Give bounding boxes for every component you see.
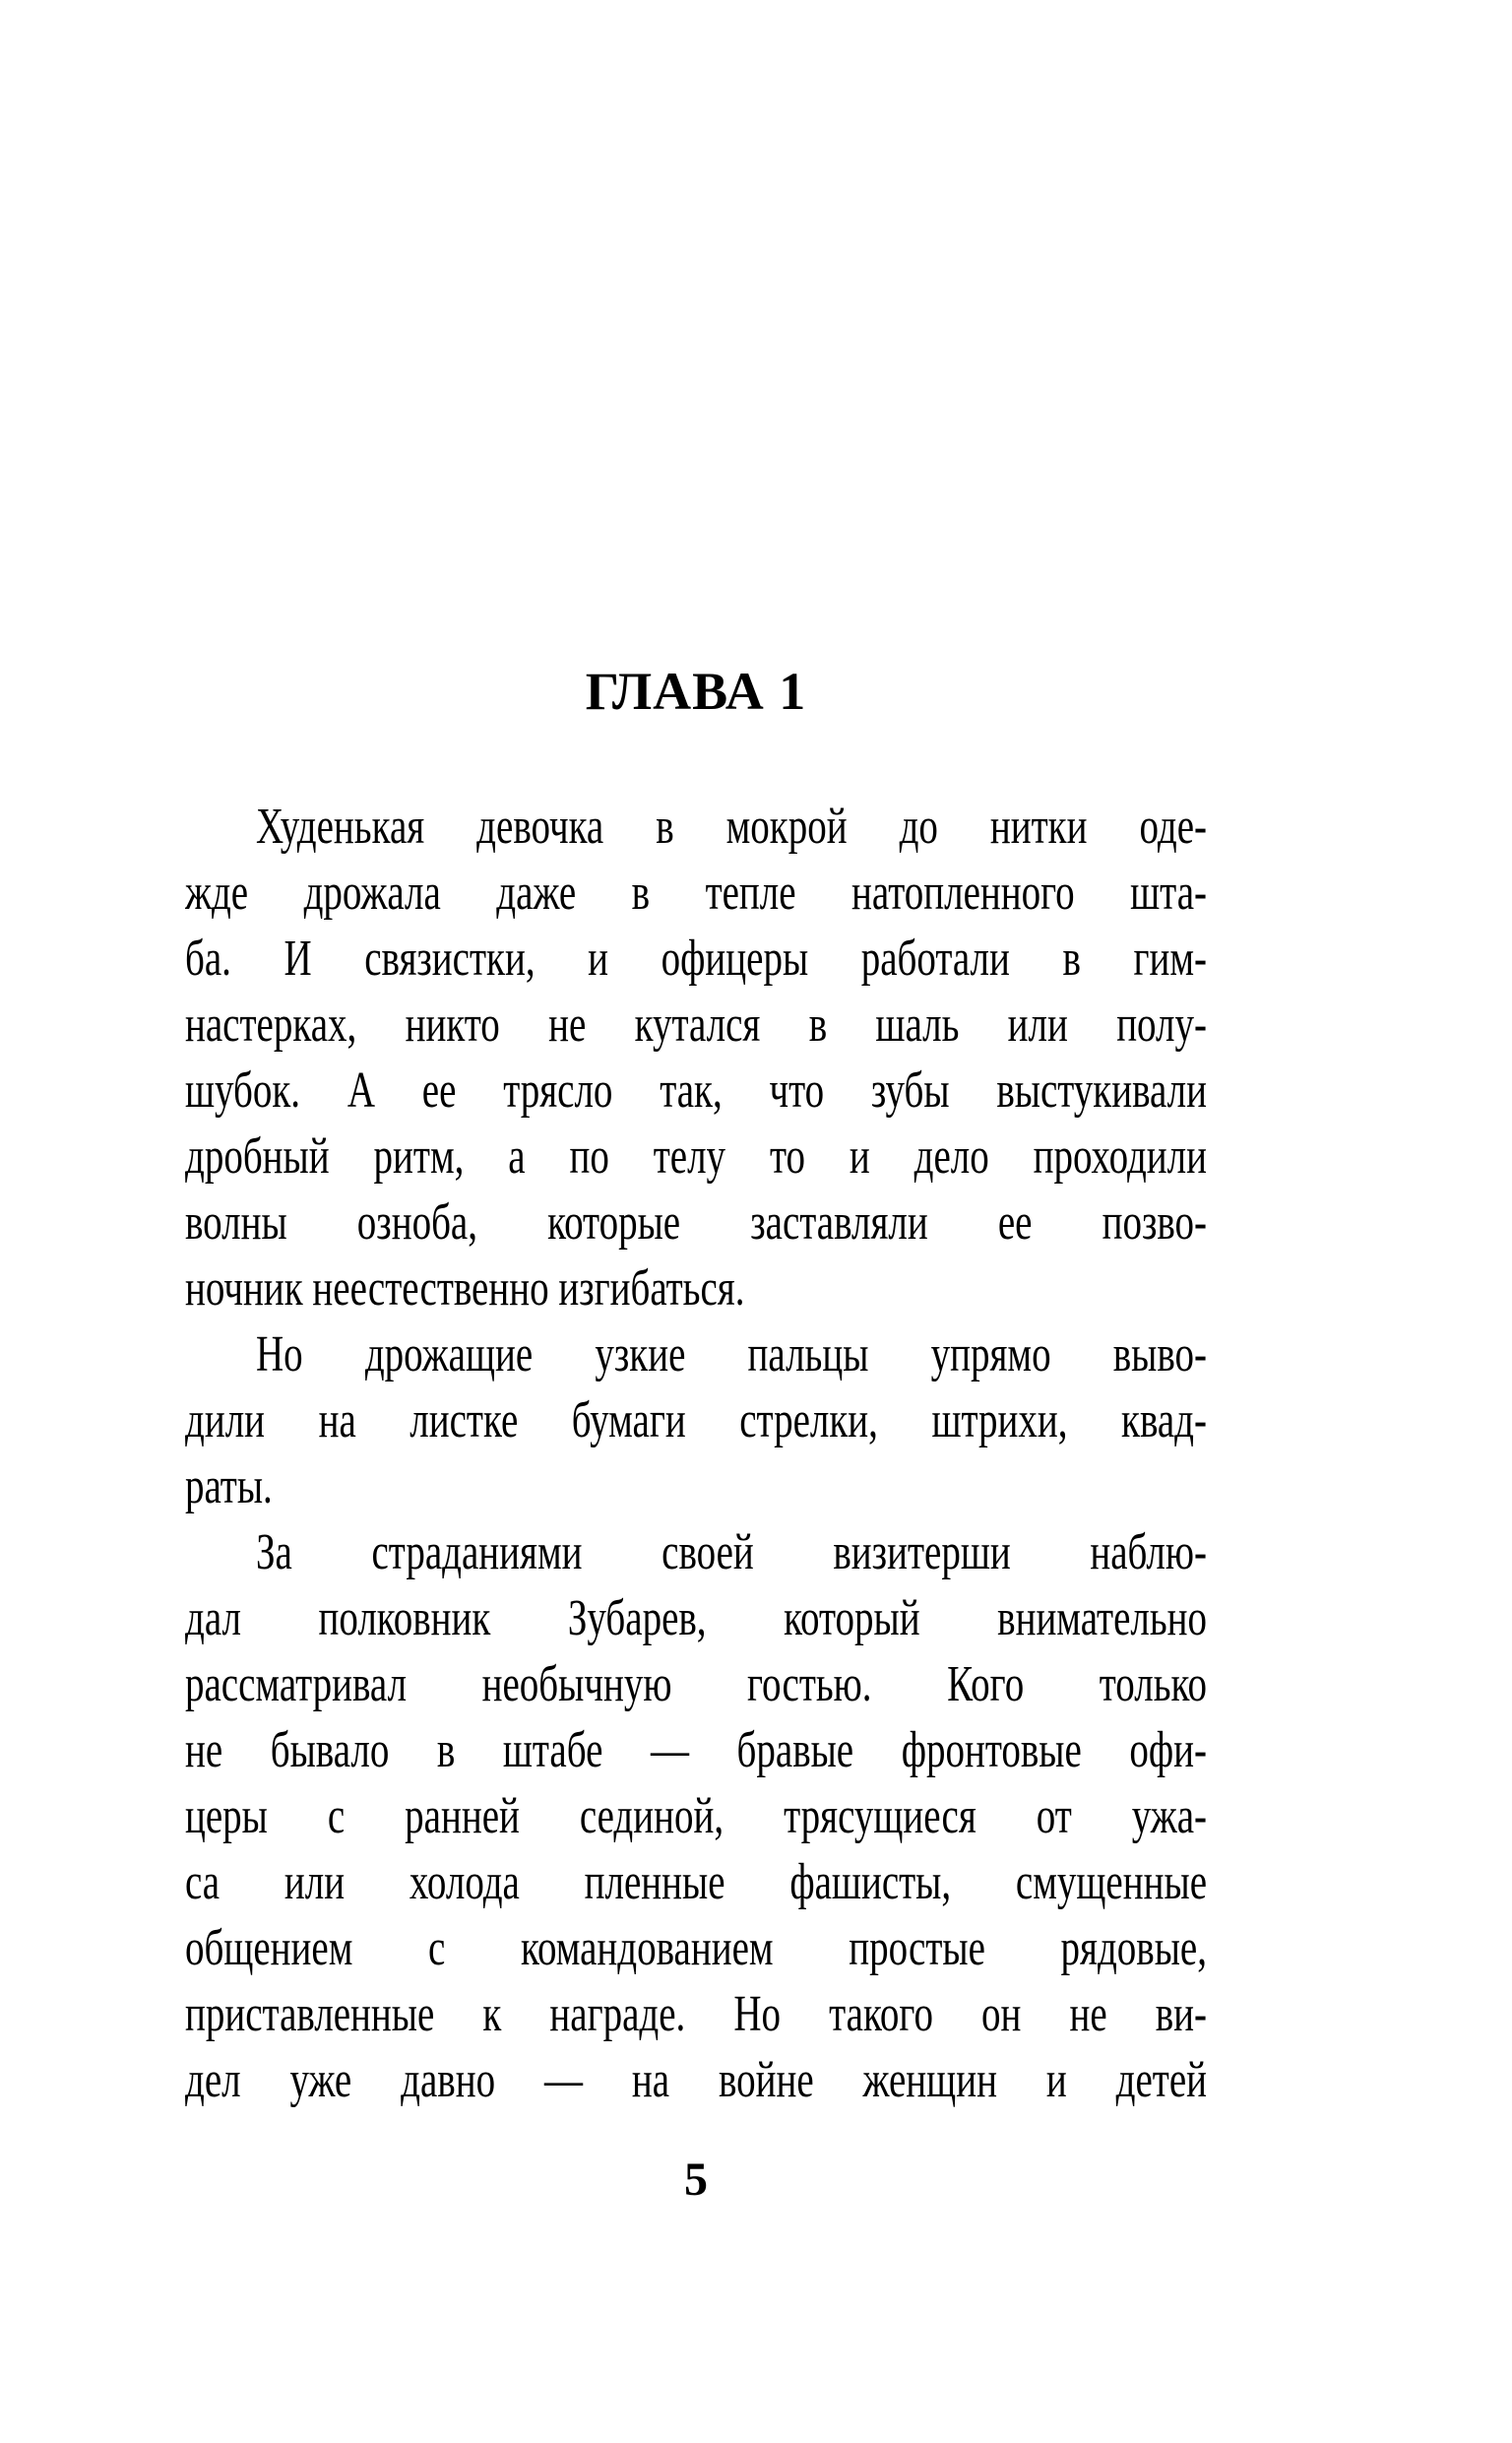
paragraph-3-line-5: церы с ранней сединой, трясущиеся от ужа- (185, 1788, 1207, 1844)
paragraph-1-line-5: шубок. А ее трясло так, что зубы выстукивали (185, 1062, 1207, 1119)
text-line (185, 1058, 1207, 1124)
text-line (185, 1321, 1207, 1387)
text-line (185, 1387, 1207, 1453)
paragraph-3-line-7: общением с командованием простые рядовые, (185, 1920, 1207, 1976)
paragraph-1-line-7: волны озноба, которые заставляли ее позво- (185, 1194, 1207, 1251)
text-line (185, 794, 1207, 860)
text-line (185, 860, 1207, 926)
text-line (185, 1651, 1207, 1717)
paragraph-1-line-2: жде дрожала даже в тепле натопленного шта- (185, 865, 1207, 921)
text-line (185, 1981, 1207, 2047)
paragraph-3-line-3: рассматривал необычную гостью. Кого только (185, 1656, 1207, 1712)
text-line (185, 1255, 1207, 1321)
text-line (185, 992, 1207, 1058)
paragraph-2-line-1: Но дрожащие узкие пальцы упрямо выво- (256, 1326, 1207, 1382)
paragraph-3-line-1: За страданиями своей визитерши наблю- (256, 1524, 1207, 1580)
paragraph-1-line-8: ночник неестественно изгибаться. (185, 1260, 745, 1317)
paragraph-3-line-9: дел уже давно — на войне женщин и детей (185, 2052, 1207, 2108)
paragraph-1-line-1: Худенькая девочка в мокрой до нитки оде- (256, 799, 1207, 855)
text-line (185, 1849, 1207, 1915)
paragraph-3-line-2: дал полковник Зубарев, который внимательно (185, 1590, 1207, 1646)
paragraph-2-line-3: раты. (185, 1458, 273, 1514)
text-line (185, 2047, 1207, 2113)
paragraph-3-line-4: не бывало в штабе — бравые фронтовые офи- (185, 1722, 1207, 1778)
text-line (185, 1585, 1207, 1651)
page-number: 5 (684, 2154, 708, 2206)
paragraph-1-line-3: ба. И связистки, и офицеры работали в гим- (185, 931, 1207, 987)
paragraph-1-line-6: дробный ритм, а по телу то и дело проходили (185, 1128, 1207, 1185)
text-line (185, 926, 1207, 992)
text-line (185, 1189, 1207, 1255)
chapter-heading: ГЛАВА 1 (585, 662, 807, 721)
text-line (185, 1717, 1207, 1783)
text-line (185, 1915, 1207, 1981)
paragraph-1-line-4: настерках, никто не кутался в шаль или полу- (185, 996, 1207, 1053)
text-line (185, 1453, 1207, 1519)
paragraph-3-line-6: са или холода пленные фашисты, смущенные (185, 1854, 1207, 1910)
text-line (185, 1519, 1207, 1585)
paragraph-2-line-2: дили на листке бумаги стрелки, штрихи, квад- (185, 1392, 1207, 1448)
paragraph-3-line-8: приставленные к награде. Но такого он не ви- (185, 1986, 1207, 2042)
text-line (185, 1124, 1207, 1189)
chapter-body (185, 794, 1207, 2113)
text-line (185, 1783, 1207, 1849)
